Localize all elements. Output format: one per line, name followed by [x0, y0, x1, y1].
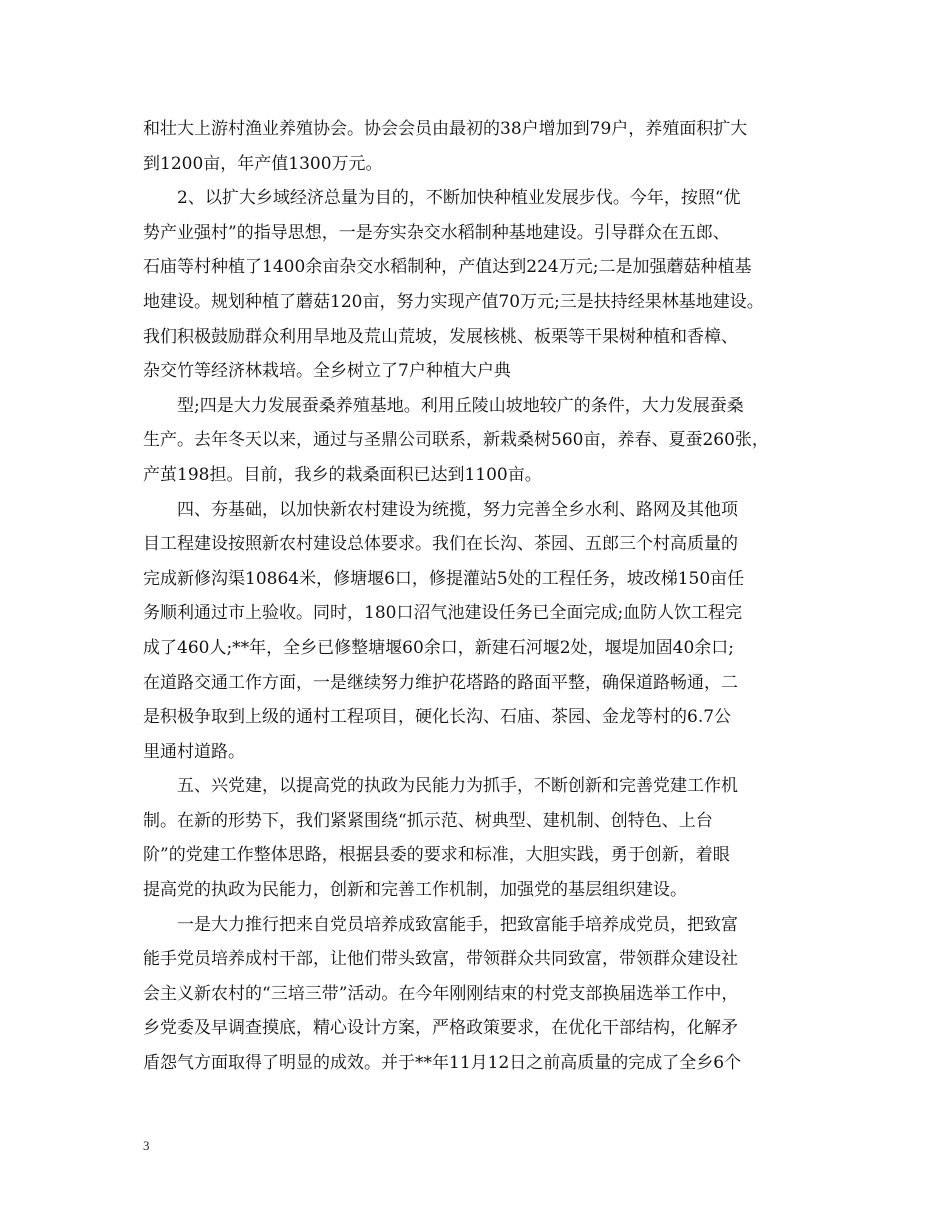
text-line: 势产业强村”的指导思想，一是夯实杂交水稻制种基地建设。引导群众在五郎、 [143, 222, 730, 243]
text-line: 2、以扩大乡域经济总量为目的，不断加快种植业发展步伐。今年，按照“优 [177, 188, 741, 209]
text-line: 生产。去年冬天以来，通过与圣鼎公司联系，新栽桑树560亩，养春、夏蚕260张， [143, 430, 769, 451]
text-line: 型;四是大力发展蚕桑养殖基地。利用丘陵山坡地较广的条件，大力发展蚕桑 [177, 395, 744, 416]
text-line: 成了460人;**年，全乡已修整塘堰60余口，新建石河堰2处，堰堤加固40余口; [143, 637, 734, 658]
text-line: 和壮大上游村渔业养殖协会。协会会员由最初的38户增加到79户，养殖面积扩大 [143, 119, 748, 139]
text-line: 是积极争取到上级的通村工程项目，硬化长沟、石庙、茶园、金龙等村的6.7公 [143, 707, 732, 728]
text-line: 我们积极鼓励群众利用旱地及荒山荒坡，发展核桃、板栗等干果树种植和香樟、 [143, 326, 738, 347]
text-line: 到1200亩，年产值1300万元。 [143, 153, 383, 174]
text-line: 在道路交通工作方面，一是继续努力维护花塔路的路面平整，确保道路畅通，二 [143, 672, 738, 693]
text-line: 里通村道路。 [143, 741, 245, 762]
text-line: 杂交竹等经济林栽培。全乡树立了7户种植大户典 [143, 361, 511, 382]
text-line: 五、兴党建，以提高党的执政为民能力为抓手，不断创新和完善党建工作机 [177, 776, 738, 797]
text-line: 地建设。规划种植了蘑菇120亩，努力实现产值70万元;三是扶持经果林基地建设。 [143, 291, 764, 312]
text-line: 乡党委及早调查摸底，精心设计方案，严格政策要求，在优化干部结构，化解矛 [143, 1018, 738, 1039]
text-line: 四、夯基础，以加快新农村建设为统揽，努力完善全乡水利、路网及其他项 [177, 499, 738, 520]
text-line: 石庙等村种植了1400余亩杂交水稻制种，产值达到224万元;二是加强蘑菇种植基 [143, 257, 752, 278]
text-line: 阶”的党建工作整体思路，根据县委的要求和标准，大胆实践，勇于创新，着眼 [143, 845, 730, 866]
text-line: 一是大力推行把来自党员培养成致富能手，把致富能手培养成党员，把致富 [177, 914, 738, 935]
text-line: 制。在新的形势下，我们紧紧围绕“抓示范、树典型、建机制、创特色、上台 [143, 810, 713, 831]
page-number: 3 [143, 1138, 150, 1153]
text-line: 会主义新农村的“三培三带”活动。在今年刚刚结束的村党支部换届选举工作中， [143, 983, 739, 1004]
text-line: 完成新修沟渠10864米，修塘堰6口，修提灌站5处的工程任务，坡改梯150亩任 [143, 568, 745, 589]
text-line: 务顺利通过市上验收。同时，180口沼气池建设任务已全面完成;血防人饮工程完 [143, 603, 743, 624]
text-line: 盾怨气方面取得了明显的成效。并于**年11月12日之前高质量的完成了全乡6个 [143, 1053, 742, 1074]
text-line: 产茧198担。目前，我乡的栽桑面积已达到1100亩。 [143, 464, 542, 485]
text-line: 能手党员培养成村干部，让他们带头致富，带领群众共同致富，带领群众建设社 [143, 949, 738, 970]
body-text [143, 112, 833, 1081]
text-line: 提高党的执政为民能力，创新和完善工作机制，加强党的基层组织建设。 [143, 880, 687, 901]
text-line: 目工程建设按照新农村建设总体要求。我们在长沟、茶园、五郎三个村高质量的 [143, 534, 738, 555]
